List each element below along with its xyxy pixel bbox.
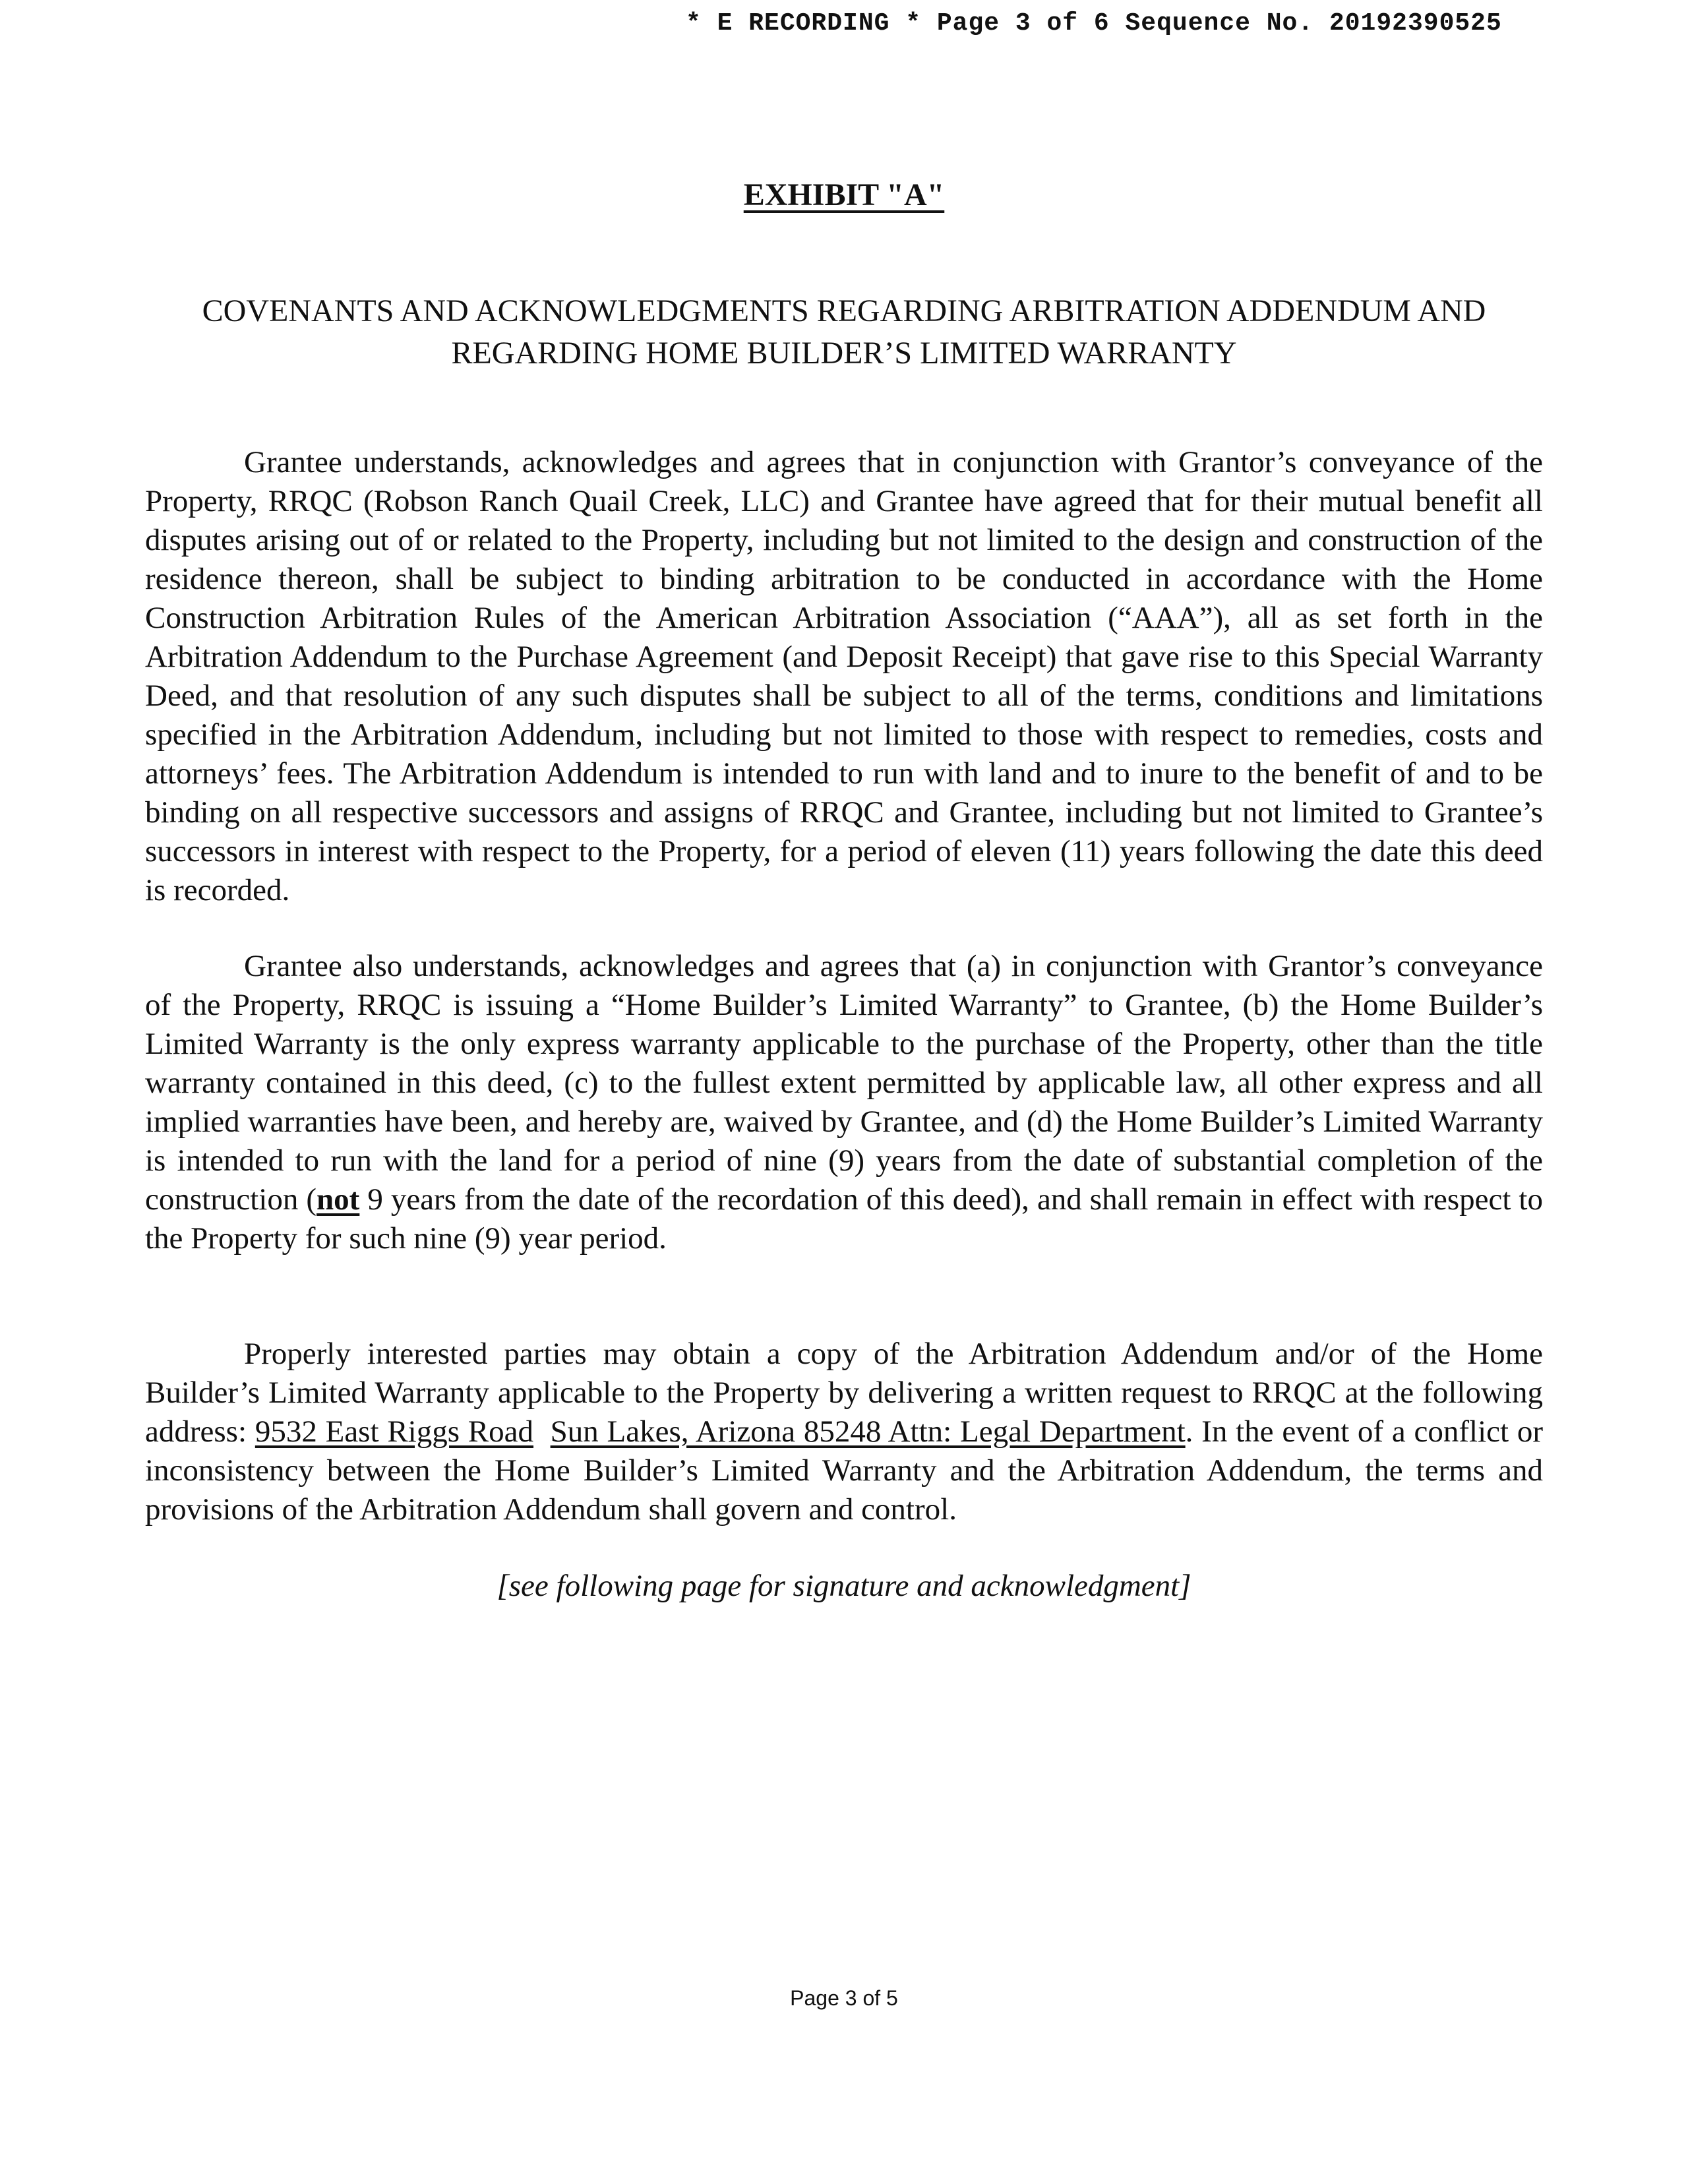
recording-header: * E RECORDING * Page 3 of 6 Sequence No. 20192390525 (686, 9, 1502, 38)
address-street: 9532 East Riggs Road (255, 1414, 534, 1449)
emphasis-not: not (316, 1182, 360, 1217)
exhibit-title: EXHIBIT "A" (743, 177, 945, 212)
page-number: Page 3 of 5 (790, 1986, 898, 2010)
paragraph-arbitration: Grantee understands, acknowledges and agrees that in conjunction with Grantor’s conveyance of the Property, RRQC (Robson Ranch Quail Creek, LLC) and Grantee have agreed that for their mutual benefit all disputes arising out of or related to the Property, including but not limited to the design and construction of the residence thereon, shall be subject to binding arbitration to be conducted in accordance with the Home Construction Arbitration Rules of the American Arbitration Association (“AAA”), all as set forth in the Arbitration Addendum to the Purchase Agreement (and Deposit Receipt) that gave rise to this Special Warranty Deed, and that resolution of any such disputes shall be subject to all of the terms, conditions and limitations specified in the Arbitration Addendum, including but not limited to those with respect to remedies, costs and attorneys’ fees. The Arbitration Addendum is intended to run with land and to inure to the benefit of and to be binding on all respective successors and assigns of RRQC and Grantee, including but not limited to Grantee’s successors in interest with respect to the Property, for a period of eleven (11) years following the date this deed is recorded. (145, 445, 1543, 907)
paragraph-warranty-text-2: 9 years from the date of the recordation of this deed), and shall remain in effect with respect to the Property for such nine (9) year period. (145, 1182, 1543, 1256)
see-following-note: [see following page for signature and acknowledgment] (497, 1569, 1191, 1603)
address-city-attn: Sun Lakes, Arizona 85248 Attn: Legal Department (550, 1414, 1186, 1449)
paragraph-copy-request-text-1: Properly interested parties may obtain a copy of the Arbitration Addendum and/or of the Home Builder’s Limited Warranty applicable to the Property by delivering a written request to RRQC at the following address: (145, 1337, 1543, 1449)
paragraph-copy-request-text-2: . In the event of a conflict or inconsistency between the Home Builder’s Limited Warranty and the Arbitration Addendum, the terms and provisions of the Arbitration Addendum shall govern and control. (145, 1414, 1544, 1527)
paragraph-warranty (145, 947, 1543, 1258)
document-heading: COVENANTS AND ACKNOWLEDGMENTS REGARDING ARBITRATION ADDENDUM AND REGARDING HOME BUILDER’S LIMITED WARRANTY (202, 293, 1486, 371)
paragraph-warranty-text-1: Grantee also understands, acknowledges and agrees that (a) in conjunction with Grantor’s conveyance of the Property, RRQC is issuing a “Home Builder’s Limited Warranty” to Grantee, (b) the Home Builder’s Limited Warranty is the only express warranty applicable to the purchase of the Property, other than the title warranty contained in this deed, (c) to the fullest extent permitted by applicable law, all other express and all implied warranties have been, and hereby are, waived by Grantee, and (d) the Home Builder’s Limited Warranty is intended to run with the land for a period of nine (9) years from the date of substantial completion of the construction ( (145, 949, 1543, 1217)
paragraph-copy-request (145, 1335, 1543, 1529)
